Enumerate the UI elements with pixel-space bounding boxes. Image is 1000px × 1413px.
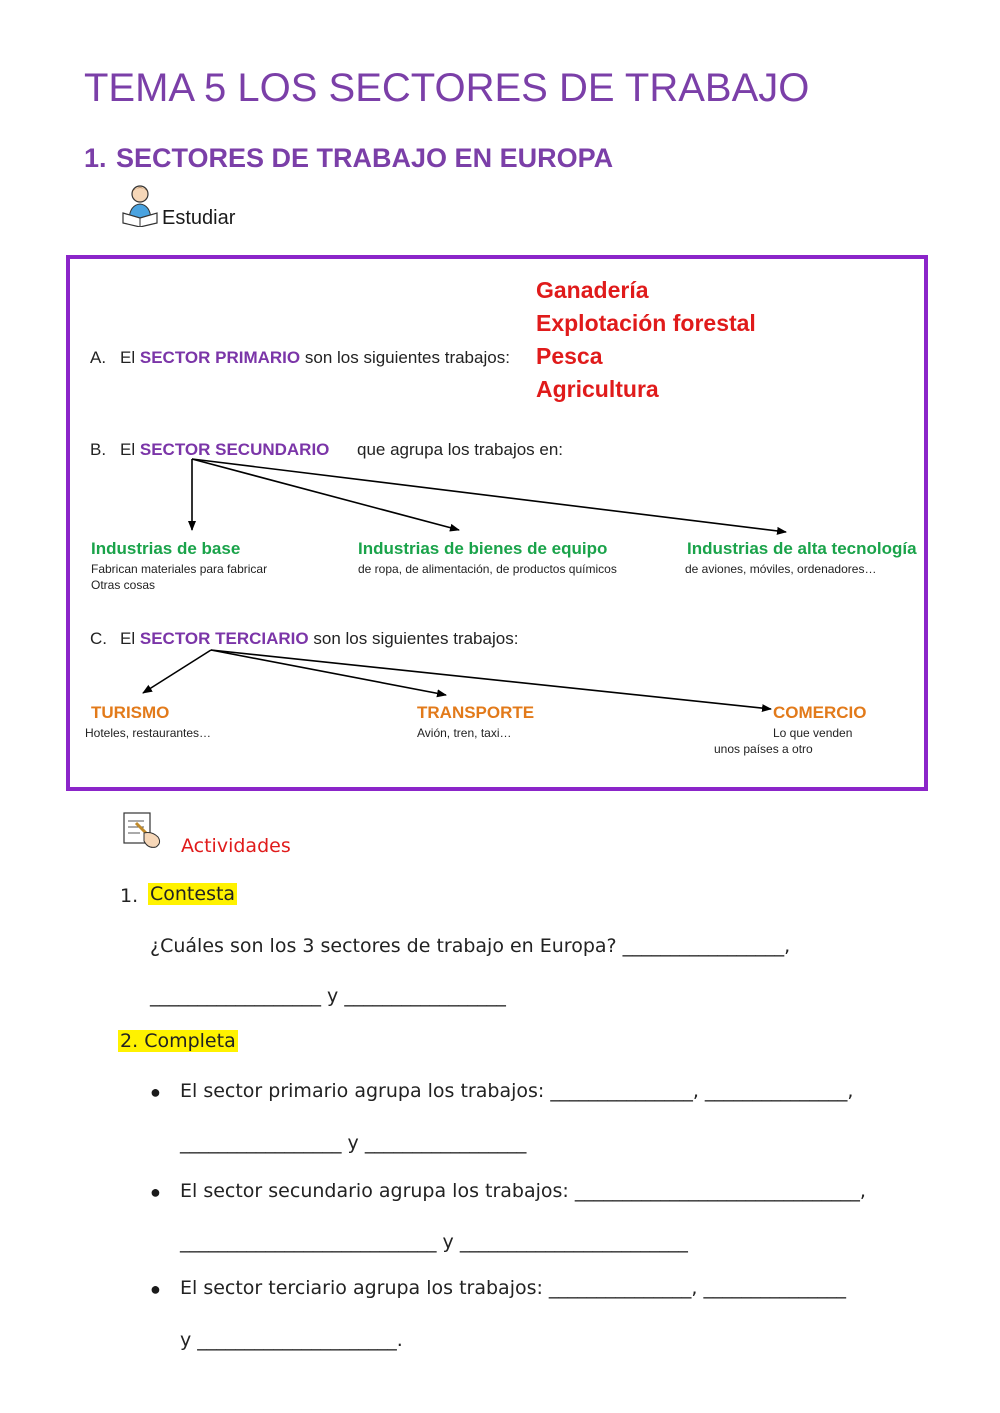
q2-bullet-line1[interactable]: El sector primario agrupa los trabajos: _______________, _______________, (180, 1080, 854, 1102)
arrow-terciario-turismo (143, 650, 211, 693)
bullet-icon: ● (150, 1082, 161, 1102)
terciario-branch-title: COMERCIO (773, 703, 867, 722)
sector-b-keyword: SECTOR SECUNDARIO (139, 440, 330, 459)
arrow-terciario-comercio (211, 650, 771, 709)
sector-b-post: que agrupa los trabajos en: (357, 440, 564, 459)
arrow-terciario-transporte (211, 650, 446, 695)
terciario-branch-title: TRANSPORTE (417, 703, 535, 722)
q2-header (118, 1030, 238, 1052)
primario-item: Ganadería (536, 277, 649, 303)
q2-bullet-line1[interactable]: El sector secundario agrupa los trabajos: ______________________________, (180, 1180, 866, 1202)
secundario-branch-title: Industrias de bienes de equipo (358, 539, 608, 558)
primario-item: Pesca (536, 343, 603, 369)
secundario-branch-desc: de aviones, móviles, ordenadores… (685, 562, 877, 576)
terciario-branch-desc: Lo que venden (773, 726, 853, 740)
section-heading: SECTORES DE TRABAJO EN EUROPA (116, 143, 614, 173)
sector-a-letter: A. (90, 348, 107, 367)
activities-label: Actividades (181, 835, 291, 857)
secundario-branch-desc: de ropa, de alimentación, de productos químicos (358, 562, 617, 576)
sector-c-keyword: SECTOR TERCIARIO (139, 629, 309, 648)
sector-b-letter: B. (90, 440, 107, 459)
bullet-icon: ● (150, 1279, 161, 1299)
sector-a-post: son los siguientes trabajos: (304, 348, 510, 367)
writing-hand-icon (122, 811, 166, 856)
q2-number: 2. (120, 1030, 139, 1052)
terciario-branch-desc: Hoteles, restaurantes… (85, 726, 212, 740)
arrow-secundario-tecnologia (192, 459, 786, 532)
sector-c-pre: El (120, 629, 136, 648)
primario-item: Explotación forestal (536, 310, 756, 336)
q2-bullet-line2[interactable]: _________________ y _________________ (180, 1132, 527, 1154)
q2-bullet-line2[interactable]: ___________________________ y ________________________ (180, 1231, 688, 1253)
q1-line1[interactable]: ¿Cuáles son los 3 sectores de trabajo en Europa? _________________, (150, 935, 791, 957)
sector-a-keyword: SECTOR PRIMARIO (139, 348, 301, 367)
terciario-branch-title: TURISMO (91, 703, 170, 722)
terciario-branch-desc: unos países a otro (714, 742, 813, 756)
terciario-branch-desc: Avión, tren, taxi… (417, 726, 512, 740)
arrow-secundario-equipo (192, 459, 459, 530)
q2-bullet-line2[interactable]: y _____________________. (180, 1329, 403, 1351)
sector-c-letter: C. (90, 629, 107, 648)
primario-item: Agricultura (536, 376, 659, 402)
q1-number: 1. (120, 885, 139, 907)
study-label: Estudiar (162, 207, 236, 229)
q2-bullet-line1[interactable]: El sector terciario agrupa los trabajos: _______________, _______________ (180, 1277, 847, 1299)
secundario-branch-title: Industrias de base (91, 539, 241, 558)
bullet-icon: ● (150, 1182, 161, 1202)
page-title: TEMA 5 LOS SECTORES DE TRABAJO (84, 66, 810, 110)
q2-label: Completa (144, 1030, 236, 1052)
section-number: 1. (84, 143, 107, 173)
secundario-branch-desc: Otras cosas (91, 578, 156, 592)
q1-label: Contesta (150, 883, 236, 905)
secundario-branch-title: Industrias de alta tecnología (687, 539, 917, 558)
secundario-branch-desc: Fabrican materiales para fabricar (91, 562, 268, 576)
q1-line2[interactable]: __________________ y _________________ (150, 985, 506, 1007)
sector-b-pre: El (120, 440, 136, 459)
sector-a-pre: El (120, 348, 136, 367)
sector-c-post: son los siguientes trabajos: (313, 629, 519, 648)
